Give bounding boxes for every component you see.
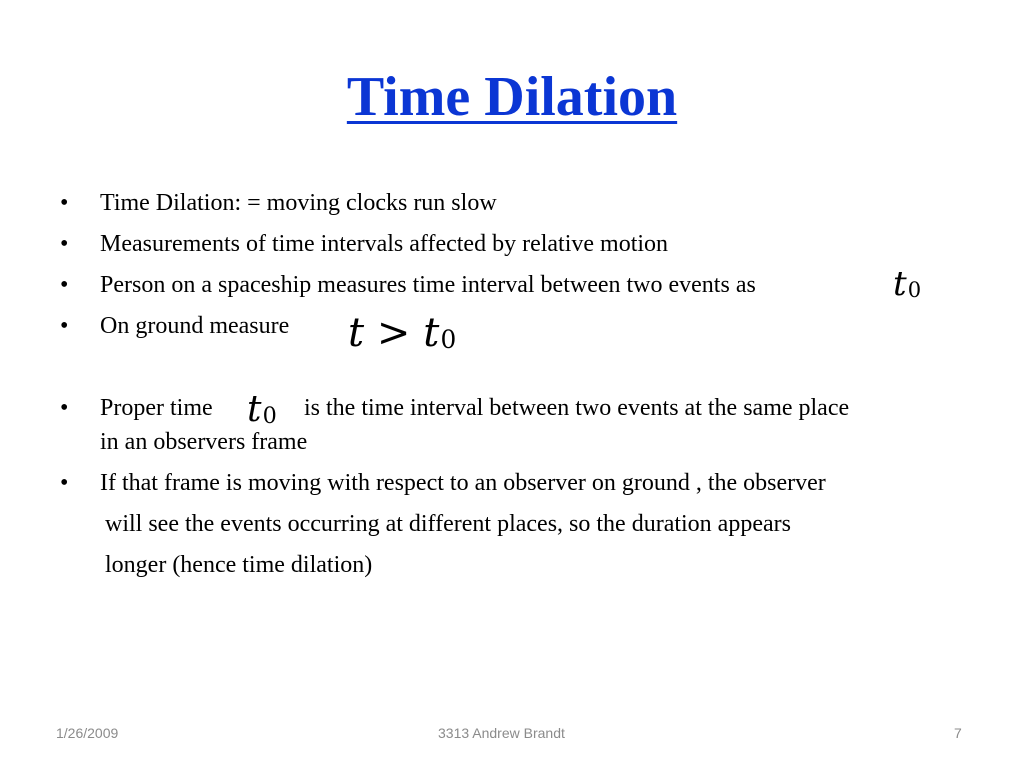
bullet-marker: • <box>60 395 69 421</box>
math-var-t: t <box>423 310 440 356</box>
bullet-text-observers-frame: in an observers frame <box>100 429 308 455</box>
bullet-text-ground-measure: On ground measure <box>100 313 290 339</box>
slide-title: Time Dilation <box>346 66 678 128</box>
bullet-marker: • <box>60 272 69 298</box>
bullet-marker: • <box>60 470 69 496</box>
footer-date: 1/26/2009 <box>56 725 119 741</box>
math-var-t: t <box>893 264 907 304</box>
bullet-text-proper-time-definition: is the time interval between two events at the same place <box>304 395 850 421</box>
bullet-text-proper-time: Proper time <box>100 395 213 421</box>
math-var-t: t <box>247 389 262 430</box>
bullet-marker: • <box>60 231 69 257</box>
bullet-text-spaceship: Person on a spaceship measures time interval between two events as <box>100 272 756 298</box>
footer-page-number: 7 <box>954 725 962 741</box>
bullet-text-different-places: will see the events occurring at different places, so the duration appears <box>105 511 791 537</box>
footer-author: 3313 Andrew Brandt <box>438 725 565 741</box>
bullet-text-measurements: Measurements of time intervals affected by relative motion <box>100 231 669 257</box>
bullet-text-frame-moving: If that frame is moving with respect to an observer on ground , the observer <box>100 470 826 496</box>
bullet-text-hence-time-dilation: longer (hence time dilation) <box>105 552 373 578</box>
math-subscript-0: 0 <box>440 325 457 355</box>
math-t-greater-than-t0 <box>348 308 456 363</box>
math-var-t: t <box>348 310 365 356</box>
math-subscript-0: 0 <box>907 277 922 303</box>
bullet-marker: • <box>60 313 69 339</box>
bullet-marker: • <box>60 190 69 216</box>
math-greater-than: > <box>376 310 411 356</box>
math-subscript-0: 0 <box>262 403 277 430</box>
bullet-text-moving-clocks: Time Dilation: = moving clocks run slow <box>100 190 497 216</box>
math-t0-spaceship <box>893 264 921 308</box>
